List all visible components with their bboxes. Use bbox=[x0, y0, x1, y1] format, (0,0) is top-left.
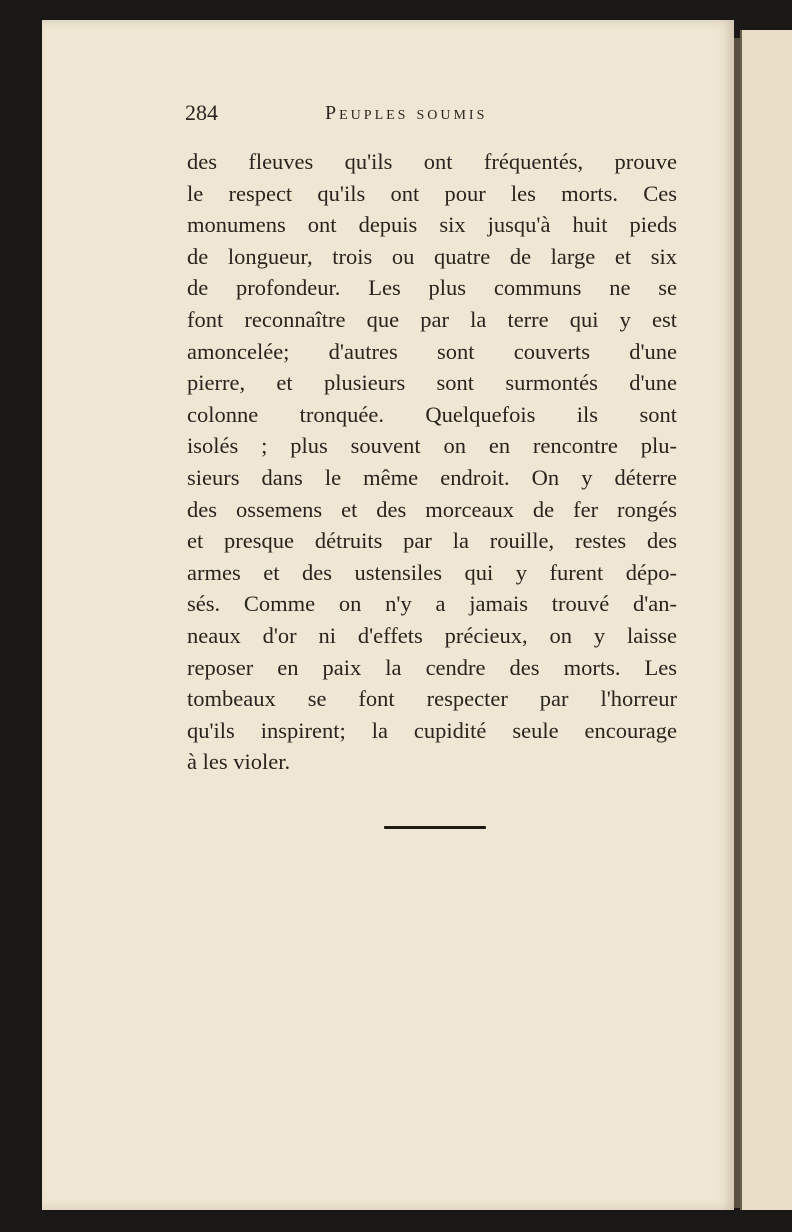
text-line: font reconnaître que par la terre qui y est bbox=[187, 306, 677, 332]
page-number: 284 bbox=[185, 100, 218, 125]
text-line: isolés ; plus souvent on en rencontre plu- bbox=[187, 433, 677, 459]
running-title: Peuples soumis bbox=[325, 102, 488, 124]
text-line: le respect qu'ils ont pour les morts. Ces bbox=[187, 180, 677, 206]
body-text bbox=[187, 146, 677, 778]
text-line: reposer en paix la cendre des morts. Les bbox=[187, 654, 677, 680]
text-line: et presque détruits par la rouille, restes des bbox=[187, 528, 677, 554]
text-line: de profondeur. Les plus communs ne se bbox=[187, 275, 677, 301]
page-gutter bbox=[734, 38, 740, 1208]
text-line: monumens ont depuis six jusqu'à huit pieds bbox=[187, 212, 677, 238]
text-line: neaux d'or ni d'effets précieux, on y laisse bbox=[187, 622, 677, 648]
text-line: de longueur, trois ou quatre de large et six bbox=[187, 243, 677, 269]
text-line: des fleuves qu'ils ont fréquentés, prouve bbox=[187, 149, 677, 174]
text-line: à les violer. bbox=[187, 749, 291, 775]
text-line: des ossemens et des morceaux de fer rongés bbox=[187, 496, 677, 522]
text-line: pierre, et plusieurs sont surmontés d'une bbox=[187, 370, 677, 396]
text-line: tombeaux se font respecter par l'horreur bbox=[187, 686, 677, 712]
text-line: sieurs dans le même endroit. On y déterre bbox=[187, 464, 677, 490]
section-rule bbox=[384, 826, 486, 829]
text-line: amoncelée; d'autres sont couverts d'une bbox=[187, 338, 677, 364]
running-head bbox=[185, 100, 675, 130]
text-line: armes et des ustensiles qui y furent dépo- bbox=[187, 559, 677, 585]
text-line: qu'ils inspirent; la cupidité seule encourage bbox=[187, 717, 677, 743]
next-page-edge bbox=[740, 30, 792, 1210]
text-line: colonne tronquée. Quelquefois ils sont bbox=[187, 401, 677, 427]
text-line: sés. Comme on n'y a jamais trouvé d'an- bbox=[187, 591, 677, 617]
